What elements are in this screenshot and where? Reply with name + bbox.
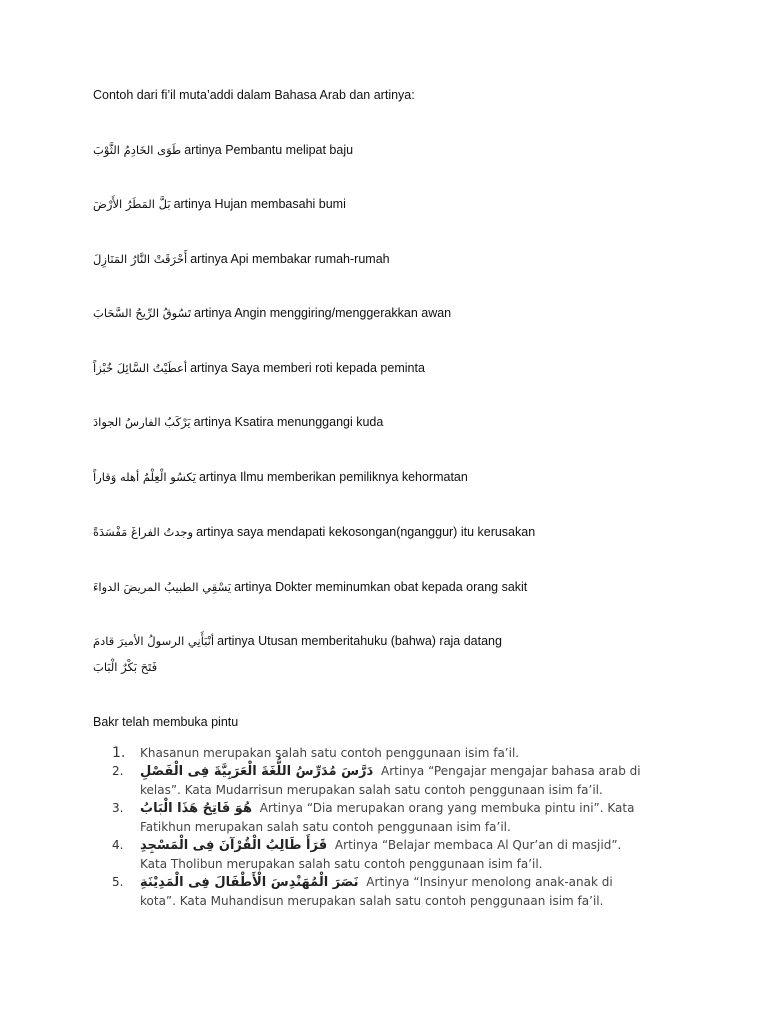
example-meaning: artinya Utusan memberitahuku (bahwa) raja datang <box>217 634 502 648</box>
example-line-4 <box>93 306 451 320</box>
example-arabic: وجدتُ الفراغَ مَفْسَدَةً <box>93 525 194 539</box>
list-item <box>112 744 652 762</box>
list-number: 1. <box>112 745 126 761</box>
list-text: Artinya “Dia merupakan orang yang membuka pintu ini”. Kata Fatikhun merupakan salah satu contoh penggunaan isim fa’il. <box>140 801 635 834</box>
example-line-7 <box>93 470 468 484</box>
example-meaning: artinya Dokter meminumkan obat kepada orang sakit <box>234 580 528 594</box>
list-item <box>112 873 652 910</box>
example-arabic: طَوَى الخَادِمُ الثَّوْبَ <box>93 143 182 157</box>
list-text: Artinya “Pengajar mengajar bahasa arab di kelas”. Kata Mudarrisun merupakan salah satu contoh penggunaan isim fa’il. <box>140 764 641 797</box>
page-heading: Contoh dari fi’il muta’addi dalam Bahasa Arab dan artinya: <box>93 88 415 102</box>
example-meaning: artinya Ksatira menunggangi kuda <box>193 415 384 429</box>
example-meaning: artinya Pembantu melipat baju <box>184 143 354 157</box>
standalone-arabic-sentence: فَتَحَ بَكْرٌ الْبَابَ <box>93 660 158 674</box>
list-item <box>112 762 652 799</box>
example-arabic: يَرْكَبُ الفارسُ الجوادَ <box>93 415 191 429</box>
example-line-3 <box>93 252 390 266</box>
list-arabic: نَصَرَ الْمُهَنْدِسَ الْأَطْفَالَ فِى الْمَدِيْنَةِ <box>140 875 359 890</box>
example-arabic: تَسُوقُ الرِّيحُ السَّحَابَ <box>93 306 192 320</box>
example-arabic: أَحْرَقَتْ النَّارُ المَنَازِلَ <box>93 252 188 266</box>
example-meaning: artinya saya mendapati kekosongan(nganggur) itu kerusakan <box>196 525 536 539</box>
example-line-5 <box>93 361 425 375</box>
list-item <box>112 799 652 836</box>
example-arabic: بَلَّ المَطَرُ الأَرْضَ <box>93 197 171 211</box>
list-number: 4. <box>112 838 124 852</box>
list-item-body <box>140 873 652 910</box>
list-arabic: هُوَ فَاتِحُ هَذَا الْبَابُ <box>140 801 252 816</box>
example-meaning: artinya Hujan membasahi bumi <box>173 197 346 211</box>
example-line-8 <box>93 525 535 539</box>
example-meaning: artinya Angin menggiring/menggerakkan awan <box>194 306 452 320</box>
list-item-body <box>140 762 652 799</box>
list-number: 2. <box>112 764 124 778</box>
list-item-body <box>140 836 652 873</box>
list-item-body <box>140 799 652 836</box>
list-number: 5. <box>112 875 124 889</box>
list-arabic: دَرَّسَ مُدَرِّسُ اللُّغَةَ الْعَرَبِيَّةَ فِى الْفَصْلِ <box>140 764 374 779</box>
example-arabic: يَسْقِي الطبيبُ المريضَ الدواءَ <box>93 580 232 594</box>
example-meaning: artinya Api membakar rumah-rumah <box>190 252 390 266</box>
example-line-6 <box>93 415 383 429</box>
example-arabic: يَكسُو الْعِلْمُ أهله وَقاراً <box>93 470 196 484</box>
example-arabic: أعطَيْتُ السَّائِلَ خُبْزاً <box>93 361 188 375</box>
numbered-list <box>112 744 652 910</box>
example-arabic: أنْبَأَنِي الرسولُ الأميرَ قادمَ <box>93 634 215 648</box>
list-text: Artinya “Belajar membaca Al Qur’an di masjid”. Kata Tholibun merupakan salah satu contoh penggunaan isim fa’il. <box>140 838 622 871</box>
example-line-9 <box>93 580 527 594</box>
example-line-10 <box>93 634 502 648</box>
list-number: 3. <box>112 801 124 815</box>
example-line-2 <box>93 197 346 211</box>
example-meaning: artinya Saya memberi roti kepada peminta <box>190 361 425 375</box>
list-arabic: قَرَأَ طَالِبُ الْقُرْآنَ فِى الْمَسْجِدِ <box>140 838 328 853</box>
list-item <box>112 836 652 873</box>
example-meaning: artinya Ilmu memberikan pemiliknya kehormatan <box>198 470 468 484</box>
example-line-1 <box>93 143 353 157</box>
list-text: Khasanun merupakan salah satu contoh penggunaan isim fa’il. <box>140 746 520 760</box>
list-text: Artinya “Insinyur menolong anak-anak di kota”. Kata Muhandisun merupakan salah satu contoh penggunaan isim fa’il. <box>140 875 613 908</box>
subheading: Bakr telah membuka pintu <box>93 715 239 729</box>
